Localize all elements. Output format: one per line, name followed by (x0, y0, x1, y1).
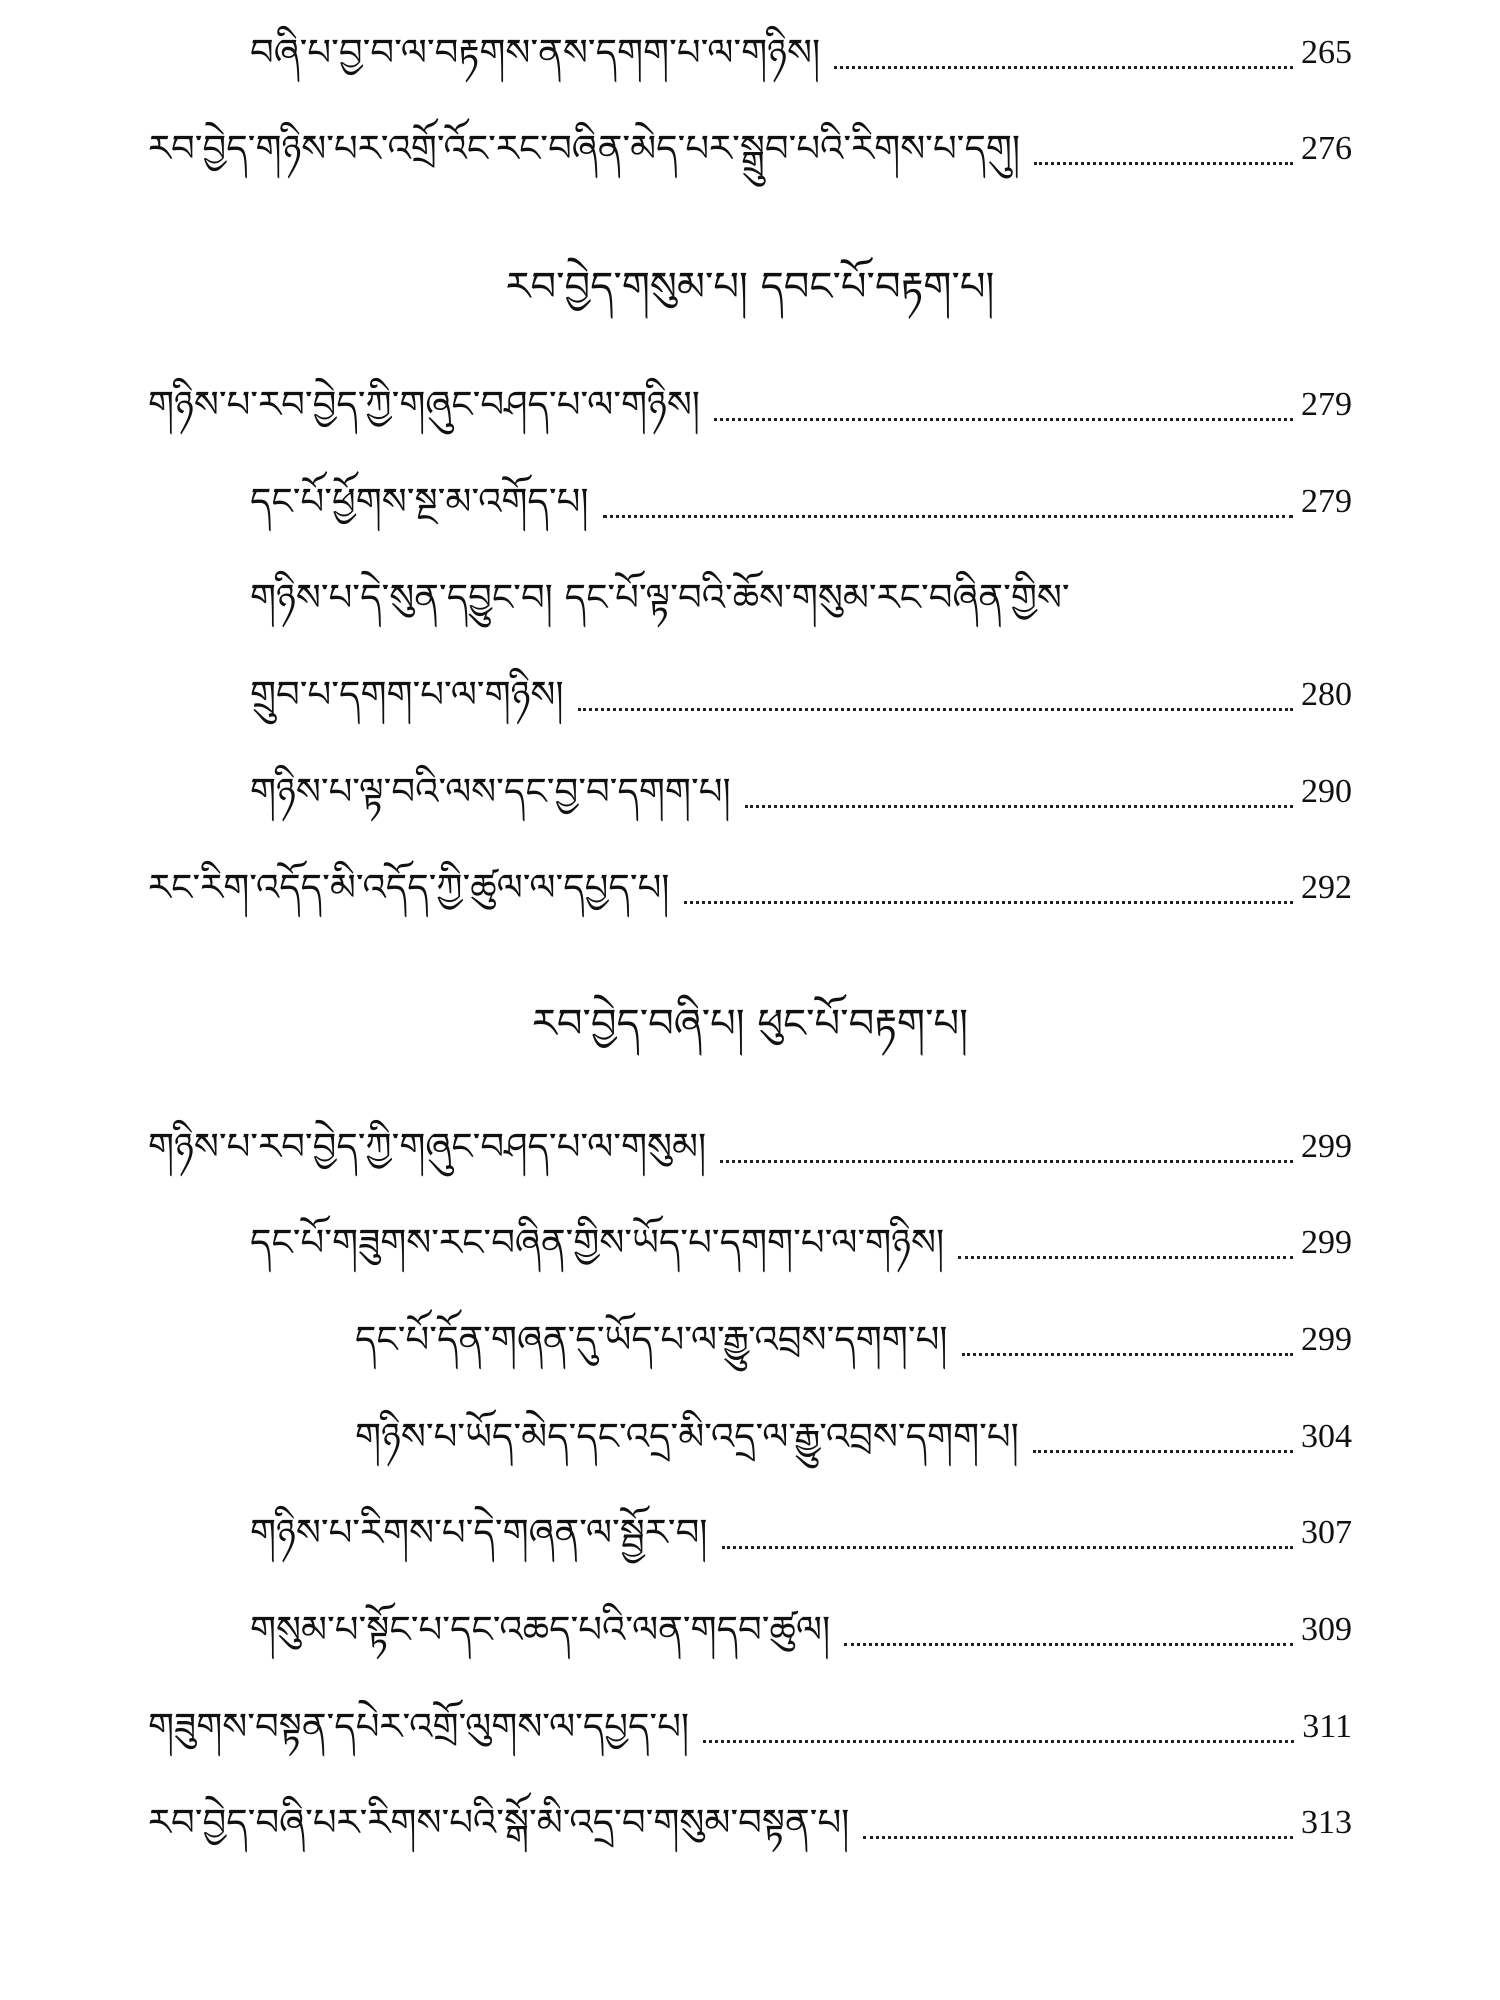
toc-entry-page: 265 (1301, 34, 1352, 71)
dot-leader (863, 1836, 1293, 1839)
toc-entry (0, 1600, 1500, 1660)
toc-entry-title: རབ་བྱེད་གཉིས་པར་འགྲོ་འོང་རང་བཞིན་མེད་པར་སྒྲུབ་པའི་རིགས་པ་དགུ། (148, 127, 1021, 170)
toc-entry-page: 279 (1301, 386, 1352, 423)
dot-leader (684, 901, 1293, 904)
toc-entry-page: 313 (1301, 1804, 1352, 1841)
dot-leader (714, 418, 1293, 421)
dot-leader (720, 1160, 1293, 1163)
toc-entry-title: རབ་བྱེད་བཞི་པར་རིགས་པའི་སྒོ་མི་འདྲ་བ་གསུམ་བསྟན་པ། (148, 1801, 850, 1844)
dot-leader (958, 1256, 1293, 1259)
toc-entry-title: དང་པོ་གཟུགས་རང་བཞིན་གྱིས་ཡོད་པ་དགག་པ་ལ་གཉིས། (250, 1221, 945, 1264)
toc-entry-page: 299 (1301, 1128, 1352, 1165)
toc-entry (0, 1213, 1500, 1273)
toc-entry-title: གཉིས་པ་རབ་བྱེད་ཀྱི་གཞུང་བཤད་པ་ལ་གཉིས། (148, 383, 701, 426)
toc-entry-page: 279 (1301, 483, 1352, 520)
toc-entry (0, 665, 1500, 725)
dot-leader (1034, 162, 1293, 165)
dot-leader (722, 1546, 1293, 1549)
toc-entry (0, 1407, 1500, 1467)
toc-entry-page: 292 (1301, 869, 1352, 906)
toc-entry (0, 1117, 1500, 1177)
toc-entry (0, 23, 1500, 83)
toc-entry-page: 307 (1301, 1514, 1352, 1551)
toc-entry-title: དང་པོ་ཕྱོགས་སྔ་མ་འགོད་པ། (250, 480, 589, 523)
toc-entry-title: གཉིས་པ་ཡོད་མེད་དང་འདྲ་མི་འདྲ་ལ་རྒྱུ་འབྲས་དགག་པ། (355, 1415, 1019, 1458)
toc-entry-page: 311 (1302, 1708, 1352, 1745)
toc-entry (0, 1503, 1500, 1563)
toc-entry (0, 472, 1500, 532)
toc-entry (0, 568, 1500, 628)
toc-entry-title: གཟུགས་བསྟན་དཔེར་འགྲོ་ལུགས་ལ་དཔྱད་པ། (148, 1705, 690, 1748)
chapter-heading: རབ་བྱེད་གསུམ་པ། དབང་པོ་བརྟག་པ། (505, 264, 995, 310)
toc-entry-page: 290 (1301, 773, 1352, 810)
dot-leader (603, 515, 1293, 518)
toc-entry (0, 762, 1500, 822)
toc-entry-title: གཉིས་པ་རབ་བྱེད་ཀྱི་གཞུང་བཤད་པ་ལ་གསུམ། (148, 1125, 707, 1168)
toc-entry-page: 304 (1301, 1418, 1352, 1455)
toc-entry-page: 309 (1301, 1611, 1352, 1648)
toc-entry-page: 280 (1301, 676, 1352, 713)
toc-entry-title: རང་རིག་འདོད་མི་འདོད་ཀྱི་ཚུལ་ལ་དཔྱད་པ། (148, 866, 670, 909)
toc-entry-page: 299 (1301, 1321, 1352, 1358)
dot-leader (703, 1740, 1294, 1743)
toc-entry-title: གྲུབ་པ་དགག་པ་ལ་གཉིས། (250, 673, 564, 716)
toc-entry (0, 375, 1500, 435)
toc-entry-title: གཉིས་པ་རིགས་པ་དེ་གཞན་ལ་སྦྱོར་བ། (250, 1511, 708, 1554)
dot-leader (844, 1643, 1293, 1646)
dot-leader (834, 66, 1293, 69)
toc-entry-title: གསུམ་པ་སྟོང་པ་དང་འཆད་པའི་ལན་གདབ་ཚུལ། (250, 1608, 831, 1651)
dot-leader (745, 805, 1293, 808)
toc-entry-page: 299 (1301, 1224, 1352, 1261)
dot-leader (962, 1353, 1293, 1356)
dot-leader (578, 708, 1293, 711)
toc-entry-title: བཞི་པ་བྱ་བ་ལ་བརྟགས་ནས་དགག་པ་ལ་གཉིས། (250, 31, 821, 74)
toc-entry (0, 119, 1500, 179)
toc-entry (0, 1310, 1500, 1370)
toc-entry-title: དང་པོ་དོན་གཞན་དུ་ཡོད་པ་ལ་རྒྱུ་འབྲས་དགག་པ། (355, 1318, 948, 1361)
toc-entry-page: 276 (1301, 130, 1352, 167)
dot-leader (1033, 1450, 1293, 1453)
toc-entry (0, 1793, 1500, 1853)
toc-entry (0, 1697, 1500, 1757)
toc-entry (0, 858, 1500, 918)
toc-entry-title: གཉིས་པ་ལྟ་བའི་ལས་དང་བྱ་བ་དགག་པ། (250, 770, 731, 813)
toc-entry-title: གཉིས་པ་དེ་སུན་དབྱུང་བ། དང་པོ་ལྟ་བའི་ཆོས་གསུམ་རང་བཞིན་གྱིས་ (250, 576, 1070, 619)
chapter-heading: རབ་བྱེད་བཞི་པ། ཕུང་པོ་བརྟག་པ། (531, 1001, 969, 1047)
